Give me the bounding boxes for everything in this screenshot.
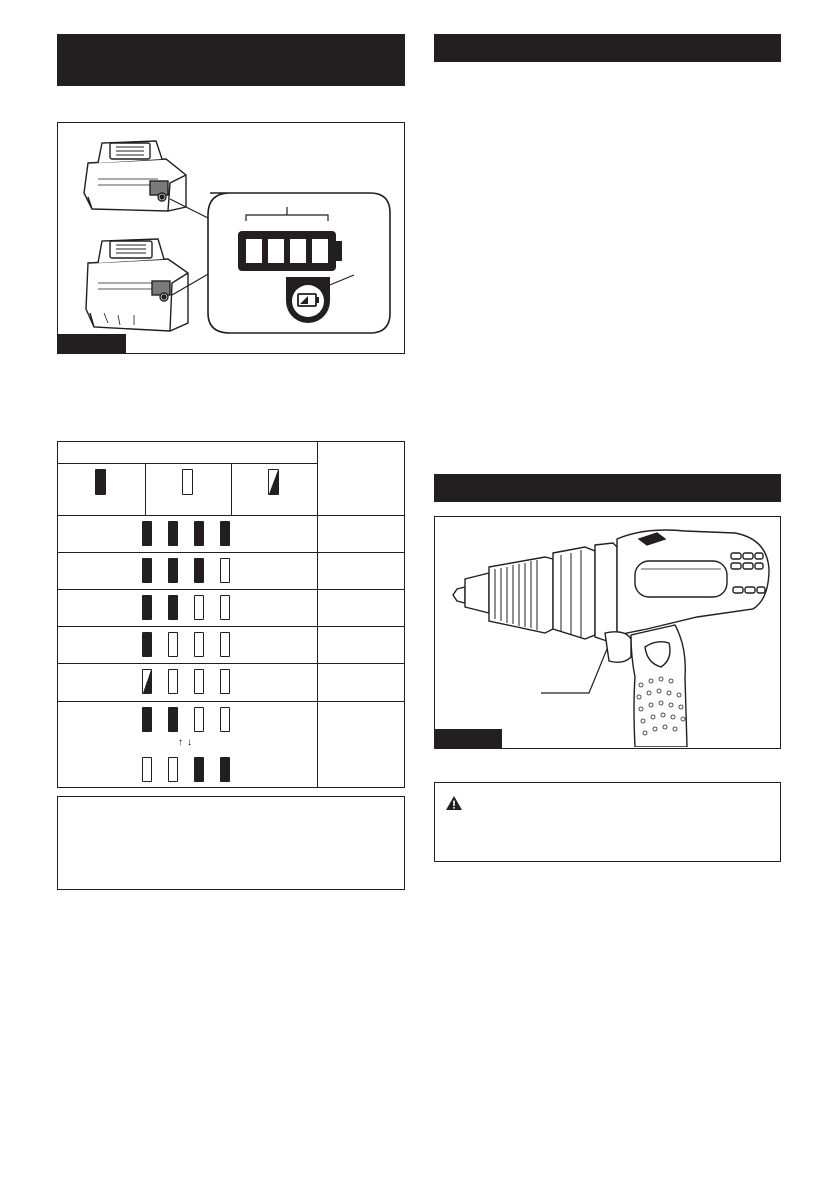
indicator-lamp-off (168, 757, 178, 782)
indicator-lighted-icon (95, 469, 106, 495)
indicator-lamp-off (220, 558, 230, 583)
indicator-lamp-off (168, 669, 178, 694)
drill-icon (453, 530, 769, 747)
indicator-lamp-on (142, 521, 152, 546)
drill-illustration (435, 517, 779, 747)
indicator-lamp-on (142, 632, 152, 657)
warning-triangle-icon (445, 795, 463, 811)
indicator-lamp-off (220, 632, 230, 657)
note-box (57, 796, 405, 890)
indicator-lamp-off (220, 669, 230, 694)
figure-drill (434, 516, 781, 749)
indicator-lamp-on (194, 521, 204, 546)
indicator-lamp-blink (142, 669, 152, 694)
indicator-lamp-off (220, 595, 230, 620)
indicator-lamp-off (220, 707, 230, 732)
check-button-icon (286, 277, 330, 323)
indicator-off-icon (182, 469, 193, 495)
indicator-lamp-on (194, 757, 204, 782)
indicator-lamp-on (168, 595, 178, 620)
figure-tag (435, 729, 502, 748)
section-header-left (57, 34, 405, 86)
indicator-lamp-on (142, 595, 152, 620)
indicator-lamp-on (142, 558, 152, 583)
indicator-lamp-off (168, 632, 178, 657)
caution-box (434, 782, 781, 862)
figure-battery-indicator (57, 122, 405, 354)
battery-pack-icon (86, 239, 188, 331)
section-header-right-2 (434, 474, 781, 502)
indicator-lamp-on (142, 707, 152, 732)
indicator-lamp-on (168, 558, 178, 583)
indicator-lamp-on (220, 521, 230, 546)
indicator-lamp-off (194, 669, 204, 694)
indicator-lamp-on (194, 558, 204, 583)
indicator-lamp-off (194, 632, 204, 657)
figure-tag (58, 334, 126, 353)
indicator-table (57, 441, 405, 788)
section-header-right-1 (434, 34, 781, 62)
indicator-blinking-icon (268, 469, 279, 495)
indicator-lamp-on (220, 757, 230, 782)
indicator-lamp-on (168, 521, 178, 546)
indicator-lamp-off (194, 595, 204, 620)
alternating-arrows: ↑↓ (178, 737, 196, 748)
battery-pack-icon (84, 141, 186, 211)
indicator-lamp-off (142, 757, 152, 782)
indicator-lamp-on (168, 707, 178, 732)
switch-trigger-icon (605, 632, 631, 662)
battery-gauge-icon (238, 231, 342, 271)
indicator-lamp-off (194, 707, 204, 732)
battery-illustration (58, 123, 403, 352)
